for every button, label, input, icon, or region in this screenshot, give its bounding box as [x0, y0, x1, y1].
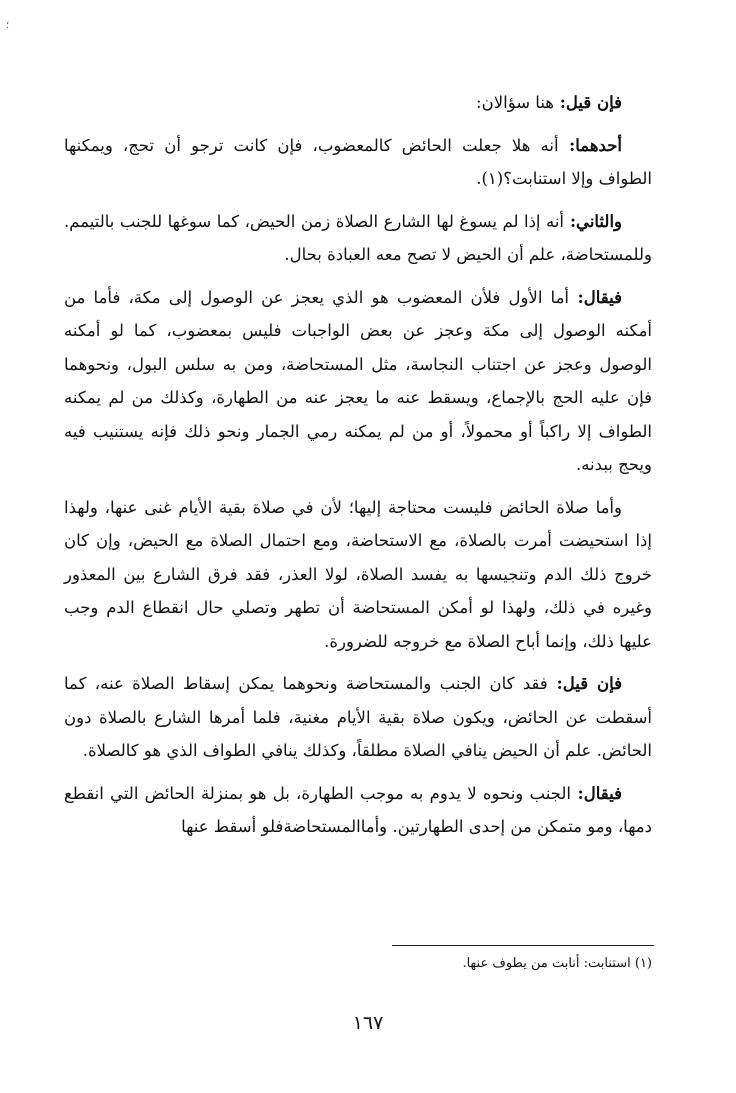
paragraph-5	[64, 491, 652, 659]
footnote: (١) استنابت: أنابت من يطوف عنها.	[462, 956, 652, 971]
paragraph-4	[64, 281, 652, 482]
paragraph-2-text: أنه هلا جعلت الحائض كالمعضوب، فإن كانت ترجو أن تحج، ويمكنها الطواف وإلا استنابت؟(١).	[64, 135, 652, 188]
paragraph-3-lead: والثاني:	[564, 211, 622, 231]
paragraph-4-lead: فيقال:	[569, 287, 622, 307]
paragraph-2-lead: أحدهما:	[558, 135, 622, 155]
paragraph-3-text: أنه إذا لم يسوغ لها الشارع الصلاة زمن الحيض، كما سوغها للجنب بالتيمم. وللمستحاضة، علم أن الحيض لا تصح معه العبادة بحال.	[64, 211, 652, 264]
footnote-divider	[392, 945, 654, 946]
page-number: ١٦٧	[352, 1012, 384, 1034]
paragraph-7-text: الجنب ونحوه لا يدوم به موجب الطهارة، بل هو بمنزلة الحائض التي انقطع دمها، ومو متمكن من إحدى الطهارتين. وأماالمستحاضةفلو أسقط عنها	[64, 783, 652, 836]
paragraph-7	[64, 777, 652, 844]
paragraph-3	[64, 205, 652, 272]
paragraph-6-lead: فإن قيل:	[547, 674, 622, 693]
paragraph-6-text: فقد كان الجنب والمستحاضة ونحوهما يمكن إسقاط الصلاة عنه، كما أسقطت عن الحائض، ويكون صلاة بقية الأيام مغنية، فلما أمرها الشارع بالصلاة دون الحائض. علم أن الحيض ينافي الصلاة مطلقاً، وكذلك ينافي الطواف الذي هو كالصلاة.	[64, 674, 652, 760]
paragraph-7-lead: فيقال:	[570, 783, 622, 803]
paragraph-1	[64, 86, 652, 120]
paragraph-2	[64, 129, 652, 196]
page-body	[64, 86, 652, 853]
paragraph-1-lead: فإن قيل:	[554, 93, 622, 112]
paragraph-5-text: وأما صلاة الحائض فليست محتاجة إليها؛ لأن في صلاة بقية الأيام غنى عنها، ولهذا إذا استحيضت أمرت بالصلاة، مع الاستحاضة، ومع احتمال الصلاة مع الحيض، وإن كان خروج ذلك الدم وتنجيسها به يفسد الصلاة، لولا العذر، فقد فرق الشارع بين المعذور وغيره في ذلك، ولهذا لو أمكن المستحاضة أن تطهر وتصلي حال انقطاع الدم وجب عليها ذلك، وإنما أباح الصلاة مع خروجه للضرورة.	[64, 497, 652, 651]
paragraph-4-text: أما الأول فلأن المعضوب هو الذي يعجز عن الوصول إلى مكة، فأما من أمكنه الوصول إلى مكة وعجز عن بعض الواجبات فليس بمعضوب، كما لو أمكنه الوصول وعجز عن اجتناب النجاسة، مثل المستحاضة، ومن به سلس البول، ونحوهما فإن عليه الحج بالإجماع، ويسقط عنه ما يعجز عنه من الطهارة، وكذلك من لم يمكنه الطواف إلا راكباً أو محمولاً، أو من لم يمكنه رمي الجمار ونحو ذلك فإنه يستنيب فيه ويحج ببدنه.	[64, 287, 652, 474]
paragraph-1-text: هنا سؤالان:	[476, 93, 555, 112]
paragraph-6	[64, 667, 652, 768]
corner-mark: ؛	[6, 20, 10, 31]
